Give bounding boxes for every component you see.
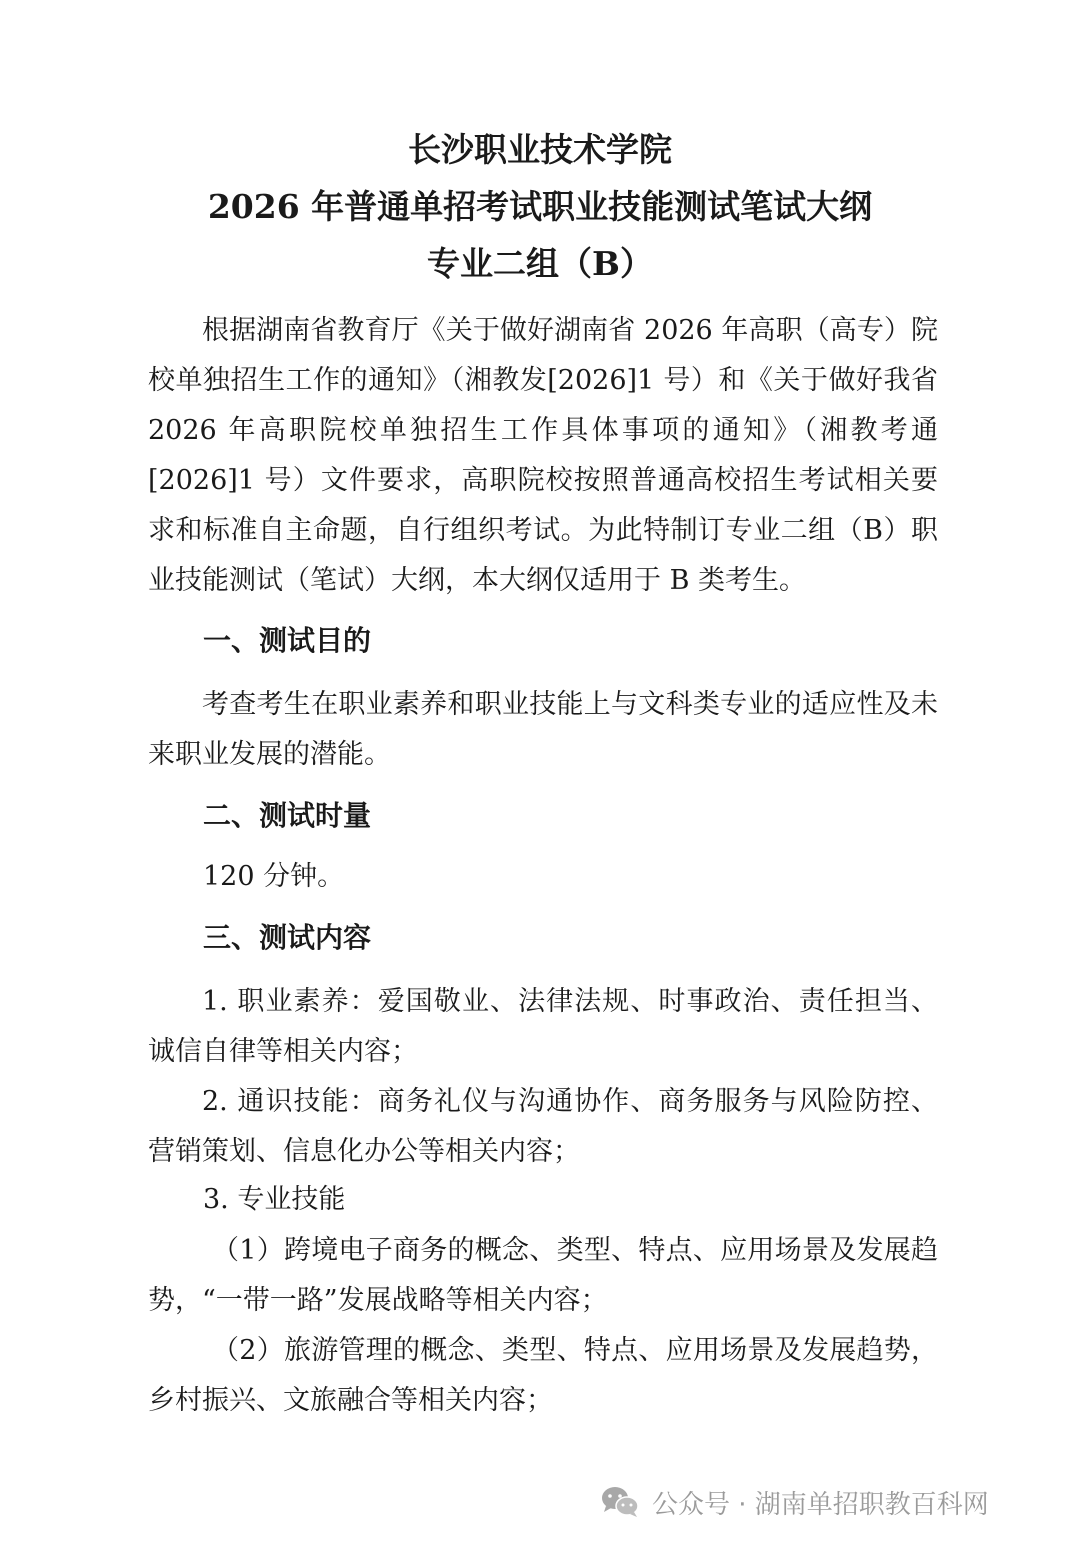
watermark (600, 1480, 989, 1524)
section-text-purpose: 考查考生在职业素养和职业技能上与文科类专业的适应性及未来职业发展的潜能。 (148, 689, 938, 770)
content-subitem-cross-border-ecommerce: （1）跨境电子商务的概念、类型、特点、应用场景及发展趋势，“一带一路”发展战略等相关内容； (148, 1235, 938, 1316)
wechat-icon (600, 1485, 640, 1519)
watermark-text: 公众号 · 湖南单招职教百科网 (652, 1489, 989, 1520)
doc-title-group: 专业二组（B） (427, 244, 653, 283)
section-heading-duration: 二、测试时量 (203, 799, 372, 832)
doc-title-main: 2026 年普通单招考试职业技能测试笔试大纲 (207, 187, 873, 226)
section-text-duration: 120 分钟。 (203, 861, 345, 892)
content-subitem-tourism-management: （2）旅游管理的概念、类型、特点、应用场景及发展趋势，乡村振兴、文旅融合等相关内容； (148, 1335, 938, 1416)
section-heading-purpose: 一、测试目的 (203, 624, 372, 657)
content-item-general-skills: 2. 通识技能：商务礼仪与沟通协作、商务服务与风险防控、营销策划、信息化办公等相关内容； (148, 1086, 938, 1167)
content-item-professional-skills: 3. 专业技能 (203, 1184, 346, 1215)
intro-paragraph: 根据湖南省教育厅《关于做好湖南省 2026 年高职（高专）院校单独招生工作的通知》（湘教发[2026]1 号）和《关于做好我省 2026 年高职院校单独招生工作具体事项的通知》（湘教考通[2026]1 号）文件要求，高职院校按照普通高校招生考试相关要求和标准自主命题，自行组织考试。为此特制订专业二组（B）职业技能测试（笔试）大纲，本大纲仅适用于 B 类考生。 (148, 315, 938, 596)
doc-title-institution: 长沙职业技术学院 (408, 130, 672, 169)
content-item-professional-quality: 1. 职业素养：爱国敬业、法律法规、时事政治、责任担当、诚信自律等相关内容； (148, 986, 938, 1067)
section-heading-content: 三、测试内容 (203, 921, 372, 954)
